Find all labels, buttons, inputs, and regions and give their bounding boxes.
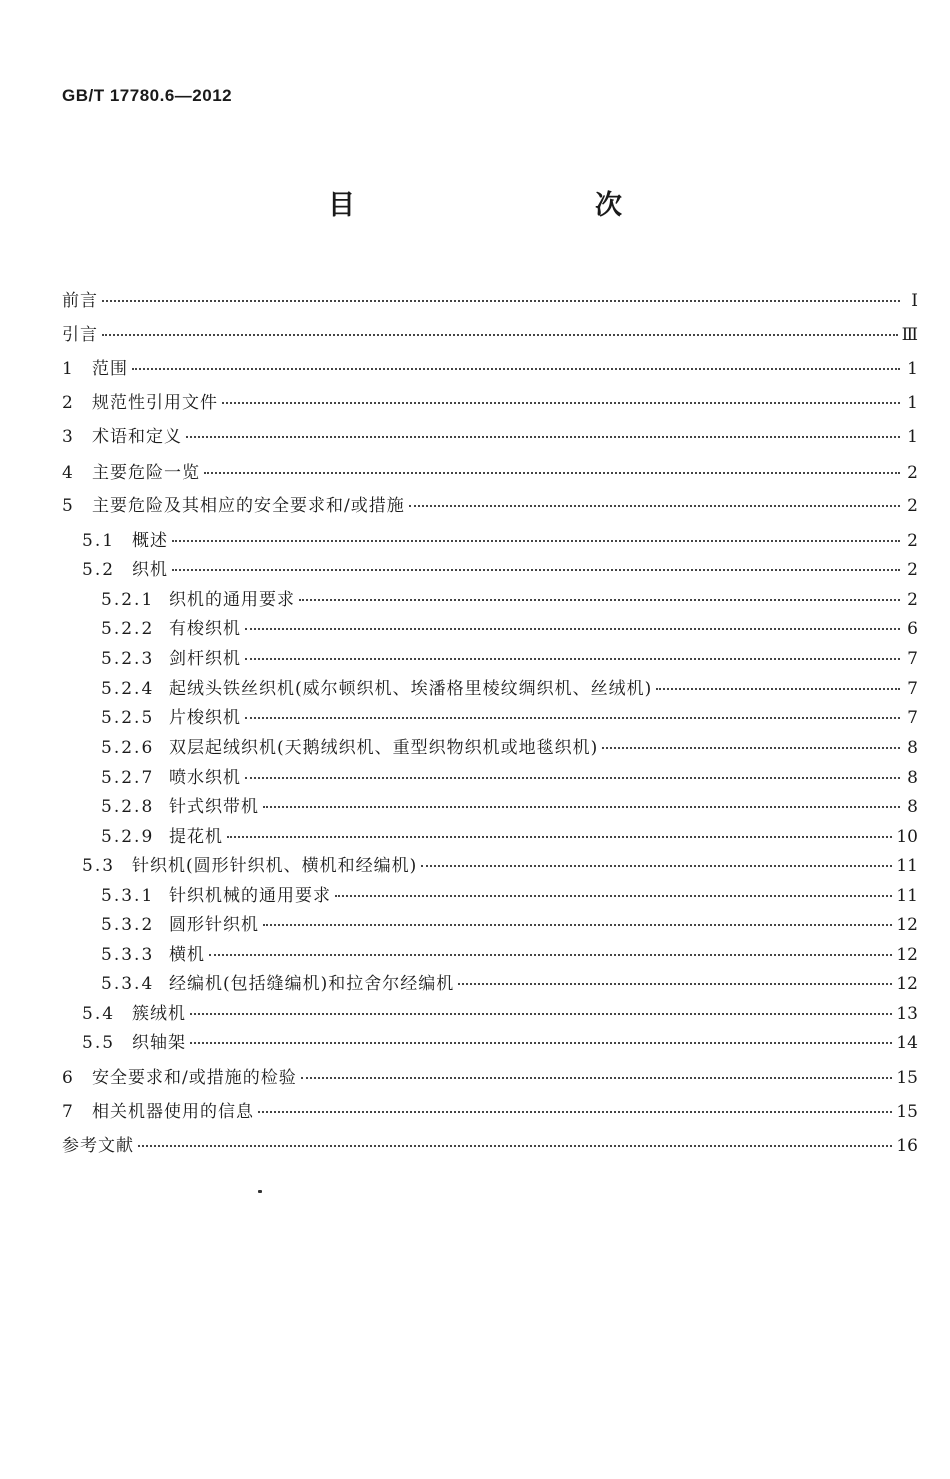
- toc-entry-number: 6: [62, 1068, 75, 1088]
- toc-leader-dots: [602, 746, 900, 749]
- toc-entry-page: 11: [896, 886, 918, 906]
- toc-entry-page: Ⅲ: [901, 325, 918, 345]
- toc-leader-dots: [656, 687, 900, 690]
- toc-entry-number: 5.2.9: [101, 827, 155, 847]
- toc-entry[interactable]: [62, 289, 918, 313]
- toc-entry[interactable]: [82, 854, 918, 878]
- toc-entry-number: 5.4: [82, 1004, 116, 1024]
- toc-leader-dots: [245, 627, 900, 630]
- toc-entry-title: 喷水织机: [169, 768, 241, 788]
- standard-code: GB/T 17780.6—2012: [62, 86, 233, 105]
- toc-entry[interactable]: [101, 766, 918, 790]
- toc-entry-number: 5.2.3: [101, 649, 155, 669]
- toc-entry-title: 针织机械的通用要求: [169, 886, 331, 906]
- toc-entry-title: 织轴架: [132, 1033, 186, 1053]
- toc-entry-number: 4: [62, 463, 75, 483]
- toc-entry[interactable]: [101, 736, 918, 760]
- toc-leader-dots: [335, 894, 892, 897]
- toc-entry[interactable]: [101, 943, 918, 967]
- toc-entry-number: 5.2.2: [101, 619, 155, 639]
- toc-entry[interactable]: [101, 795, 918, 819]
- toc-entry-page: 2: [907, 531, 918, 551]
- toc-entry-title: 术语和定义: [92, 427, 182, 447]
- toc-entry-title: 横机: [169, 945, 205, 965]
- toc-entry[interactable]: [101, 913, 918, 937]
- toc-entry[interactable]: [101, 677, 918, 701]
- toc-leader-dots: [245, 657, 900, 660]
- toc-entry-number: 5.3.1: [101, 886, 155, 906]
- toc-entry[interactable]: [62, 357, 918, 381]
- toc-entry-number: 5.2.8: [101, 797, 155, 817]
- toc-entry-title: 织机的通用要求: [169, 590, 295, 610]
- toc-leader-dots: [190, 1041, 892, 1044]
- toc-entry-title: 引言: [62, 325, 98, 345]
- toc-leader-dots: [258, 1110, 892, 1113]
- toc-entry-page: Ⅰ: [911, 291, 918, 311]
- toc-entry-title: 针织机(圆形针织机、横机和经编机): [132, 856, 418, 876]
- toc-entry-page: 8: [907, 797, 918, 817]
- toc-entry-title: 提花机: [169, 827, 223, 847]
- toc-entry-page: 15: [896, 1102, 918, 1122]
- toc-entry-number: 5.2.6: [101, 738, 155, 758]
- toc-entry[interactable]: [62, 1134, 918, 1158]
- toc-entry-number: 5.2.5: [101, 708, 155, 728]
- toc-entry-number: 5.2.7: [101, 768, 155, 788]
- toc-leader-dots: [186, 435, 900, 438]
- toc-leader-dots: [222, 401, 900, 404]
- toc-leader-dots: [299, 598, 900, 601]
- toc-entry-page: 12: [896, 945, 918, 965]
- toc-leader-dots: [301, 1076, 893, 1079]
- toc-entry-page: 7: [907, 679, 918, 699]
- toc-entry-number: 5.2: [82, 560, 116, 580]
- toc-entry-number: 5: [62, 496, 75, 516]
- toc-entry-title: 主要危险一览: [92, 463, 200, 483]
- page-title: 目 次: [328, 190, 684, 221]
- toc-entry[interactable]: [62, 494, 918, 518]
- toc-leader-dots: [245, 716, 900, 719]
- toc-leader-dots: [227, 835, 892, 838]
- toc-entry-number: 1: [62, 359, 75, 379]
- toc-entry-title: 安全要求和/或措施的检验: [92, 1068, 297, 1088]
- toc-entry-title: 圆形针织机: [169, 915, 259, 935]
- toc-entry-page: 2: [907, 560, 918, 580]
- toc-entry-number: 5.3.4: [101, 974, 155, 994]
- toc-entry-page: 12: [896, 974, 918, 994]
- toc-leader-dots: [102, 299, 900, 302]
- toc-entry[interactable]: [82, 558, 918, 582]
- toc-leader-dots: [409, 504, 900, 507]
- toc-leader-dots: [138, 1144, 892, 1147]
- toc-leader-dots: [245, 776, 900, 779]
- toc-entry-page: 14: [896, 1033, 918, 1053]
- toc-leader-dots: [172, 568, 900, 571]
- toc-entry-page: 7: [907, 649, 918, 669]
- toc-entry[interactable]: [101, 972, 918, 996]
- toc-entry-number: 7: [62, 1102, 75, 1122]
- toc-entry-title: 经编机(包括缝编机)和拉舍尔经编机: [169, 974, 455, 994]
- toc-entry-title: 双层起绒织机(天鹅绒织机、重型织物织机或地毯织机): [169, 738, 599, 758]
- toc-leader-dots: [190, 1012, 892, 1015]
- toc-entry-title: 起绒头铁丝织机(威尔顿织机、埃潘格里棱纹绸织机、丝绒机): [169, 679, 653, 699]
- toc-entry-title: 针式织带机: [169, 797, 259, 817]
- toc-leader-dots: [458, 982, 892, 985]
- toc-entry-number: 3: [62, 427, 75, 447]
- toc-entry-title: 规范性引用文件: [92, 393, 218, 413]
- toc-entry[interactable]: [82, 529, 918, 553]
- toc-entry-page: 6: [907, 619, 918, 639]
- toc-leader-dots: [263, 923, 892, 926]
- toc-entry[interactable]: [82, 1031, 918, 1055]
- toc-leader-dots: [209, 953, 892, 956]
- toc-entry-title: 范围: [92, 359, 128, 379]
- toc-entry[interactable]: [62, 323, 918, 347]
- toc-entry-page: 7: [907, 708, 918, 728]
- toc-entry-number: 5.2.4: [101, 679, 155, 699]
- toc-entry[interactable]: [62, 391, 918, 415]
- toc-entry[interactable]: [101, 647, 918, 671]
- toc-entry-title: 有梭织机: [169, 619, 241, 639]
- toc-entry-number: 5.3.2: [101, 915, 155, 935]
- toc-entry-title: 前言: [62, 291, 98, 311]
- toc-leader-dots: [172, 539, 900, 542]
- toc-entry[interactable]: [101, 825, 918, 849]
- toc-entry-number: 5.3.3: [101, 945, 155, 965]
- toc-entry-page: 2: [907, 463, 918, 483]
- toc-entry[interactable]: [101, 617, 918, 641]
- toc-entry-number: 5.3: [82, 856, 116, 876]
- toc-entry[interactable]: [101, 588, 918, 612]
- toc-entry-number: 5.2.1: [101, 590, 155, 610]
- toc-entry[interactable]: [101, 706, 918, 730]
- toc-entry-page: 1: [907, 427, 918, 447]
- toc-entry-page: 2: [907, 590, 918, 610]
- toc-leader-dots: [421, 864, 892, 867]
- toc-entry-title: 片梭织机: [169, 708, 241, 728]
- toc-entry[interactable]: [82, 1002, 918, 1026]
- toc-entry-title: 织机: [132, 560, 168, 580]
- toc-entry-number: 2: [62, 393, 75, 413]
- toc-leader-dots: [132, 367, 900, 370]
- toc-entry-title: 相关机器使用的信息: [92, 1102, 254, 1122]
- toc-leader-dots: [102, 333, 898, 336]
- toc-entry[interactable]: [101, 884, 918, 908]
- toc-entry-page: 10: [896, 827, 918, 847]
- toc-leader-dots: [263, 805, 900, 808]
- toc-entry-page: 8: [907, 768, 918, 788]
- stray-mark: [258, 1190, 262, 1193]
- toc-entry-page: 8: [907, 738, 918, 758]
- toc-entry[interactable]: [62, 425, 918, 449]
- toc-entry-number: 5.1: [82, 531, 116, 551]
- toc-entry[interactable]: [62, 1100, 918, 1124]
- toc-entry-title: 主要危险及其相应的安全要求和/或措施: [92, 496, 405, 516]
- toc-entry-page: 11: [896, 856, 918, 876]
- toc-entry-page: 2: [907, 496, 918, 516]
- toc-entry-page: 15: [896, 1068, 918, 1088]
- toc-entry-number: 5.5: [82, 1033, 116, 1053]
- toc-entry-page: 1: [907, 359, 918, 379]
- toc-entry-title: 簇绒机: [132, 1004, 186, 1024]
- toc-entry[interactable]: [62, 461, 918, 485]
- toc-entry-page: 13: [896, 1004, 918, 1024]
- toc-entry-page: 16: [896, 1136, 918, 1156]
- toc-leader-dots: [204, 471, 900, 474]
- toc-entry[interactable]: [62, 1066, 918, 1090]
- toc-entry-page: 1: [907, 393, 918, 413]
- toc-entry-page: 12: [896, 915, 918, 935]
- toc-entry-title: 概述: [132, 531, 168, 551]
- toc-entry-title: 参考文献: [62, 1136, 134, 1156]
- toc-entry-title: 剑杆织机: [169, 649, 241, 669]
